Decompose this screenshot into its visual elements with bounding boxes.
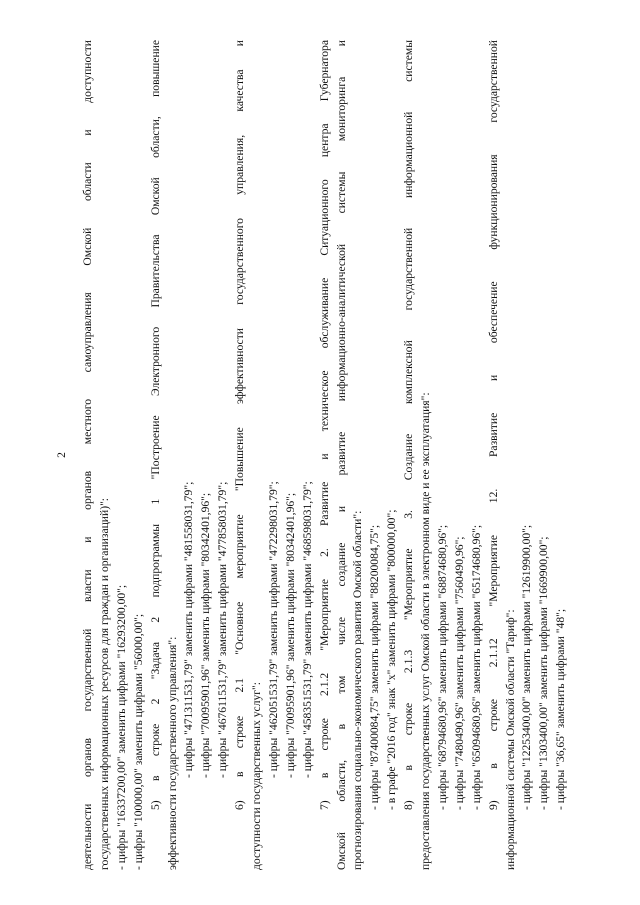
- text-line: Омской области, в том числе создание и развитие информационно-аналитической системы мониторинга и: [334, 40, 348, 870]
- text-line: - цифры "7480490,96" заменить цифрами "7560490,96";: [452, 536, 466, 810]
- text-line: деятельности органов государственной власти и органов местного самоуправления Омской области и доступности: [81, 40, 94, 870]
- text-line: доступности государственных услуг":: [250, 682, 263, 870]
- text-line: 7) в строке 2.1.2 "Мероприятие 2. Развитие и техническое обслуживание Ситуационного центра Губернатора: [317, 40, 331, 810]
- page-number: 2: [55, 452, 68, 458]
- text-line: 6) в строке 2.1 "Основное мероприятие "Повышение эффективности государственного управления, качества и: [233, 40, 247, 810]
- text-line: 9) в строке 2.1.12 "Мероприятие 12. Развитие и обеспечение функционирования государственной: [486, 40, 500, 810]
- rotated-text-block: [54, 40, 594, 870]
- text-line: - цифры "458351531,79" заменить цифрами "468598031,79";: [300, 481, 314, 778]
- text-line: 8) в строке 2.1.3 "Мероприятие 3. Создание комплексной государственной информационной системы: [402, 40, 416, 810]
- text-line: - цифры "467611531,79" заменить цифрами "477858031,79";: [216, 481, 230, 778]
- text-line: - цифры "12253400,00" заменить цифрами "12619900,00";: [520, 524, 534, 810]
- text-line: - цифры "65094680,96" заменить цифрами "65174680,96";: [469, 524, 483, 810]
- text-line: - цифры "68794680,96" заменить цифрами "68874680,96";: [435, 524, 449, 810]
- text-line: - цифры "1303400,00" заменить цифрами "1669900,00";: [537, 536, 551, 810]
- text-line: - цифры "70095901,96" заменить цифрами "80342401,96";: [283, 492, 297, 778]
- text-line: эффективности государственного управления":: [165, 636, 179, 870]
- text-line: 5) в строке 2 "Задача 2 подпрограммы 1 "Построение Электронного Правительства Омской области, повышение: [148, 40, 162, 810]
- text-line: - в графе "2016 год" знак "х" заменить цифрами "800000,00";: [385, 509, 399, 810]
- text-line: - цифры "471311531,79" заменить цифрами "481558031,79";: [182, 481, 196, 778]
- text-line: - цифры "16337200,00" заменить цифрами "16293200,00";: [114, 584, 128, 870]
- text-line: - цифры "87400084,75" заменить цифрами "88200084,75";: [368, 524, 382, 810]
- text-line: государственных информационных ресурсов для граждан и организаций)":: [97, 497, 111, 870]
- text-line: - цифры "100000,00" заменить цифрами "56000,00";: [131, 613, 145, 870]
- text-line: - цифры "36,65" заменить цифрами "48";: [554, 608, 568, 810]
- text-line: - цифры "70095901,96" заменить цифрами "80342401,96";: [199, 492, 213, 778]
- text-line: предоставления государственных услуг Омской области в электронном виде и ее эксплуатация":: [419, 392, 432, 870]
- text-line: информационной системы Омской области "Тариф":: [503, 609, 517, 870]
- text-line: прогнозирования социально-экономического развития Омской области":: [351, 510, 365, 870]
- text-line: - цифры "462051531,79" заменить цифрами "472298031,79";: [266, 481, 280, 778]
